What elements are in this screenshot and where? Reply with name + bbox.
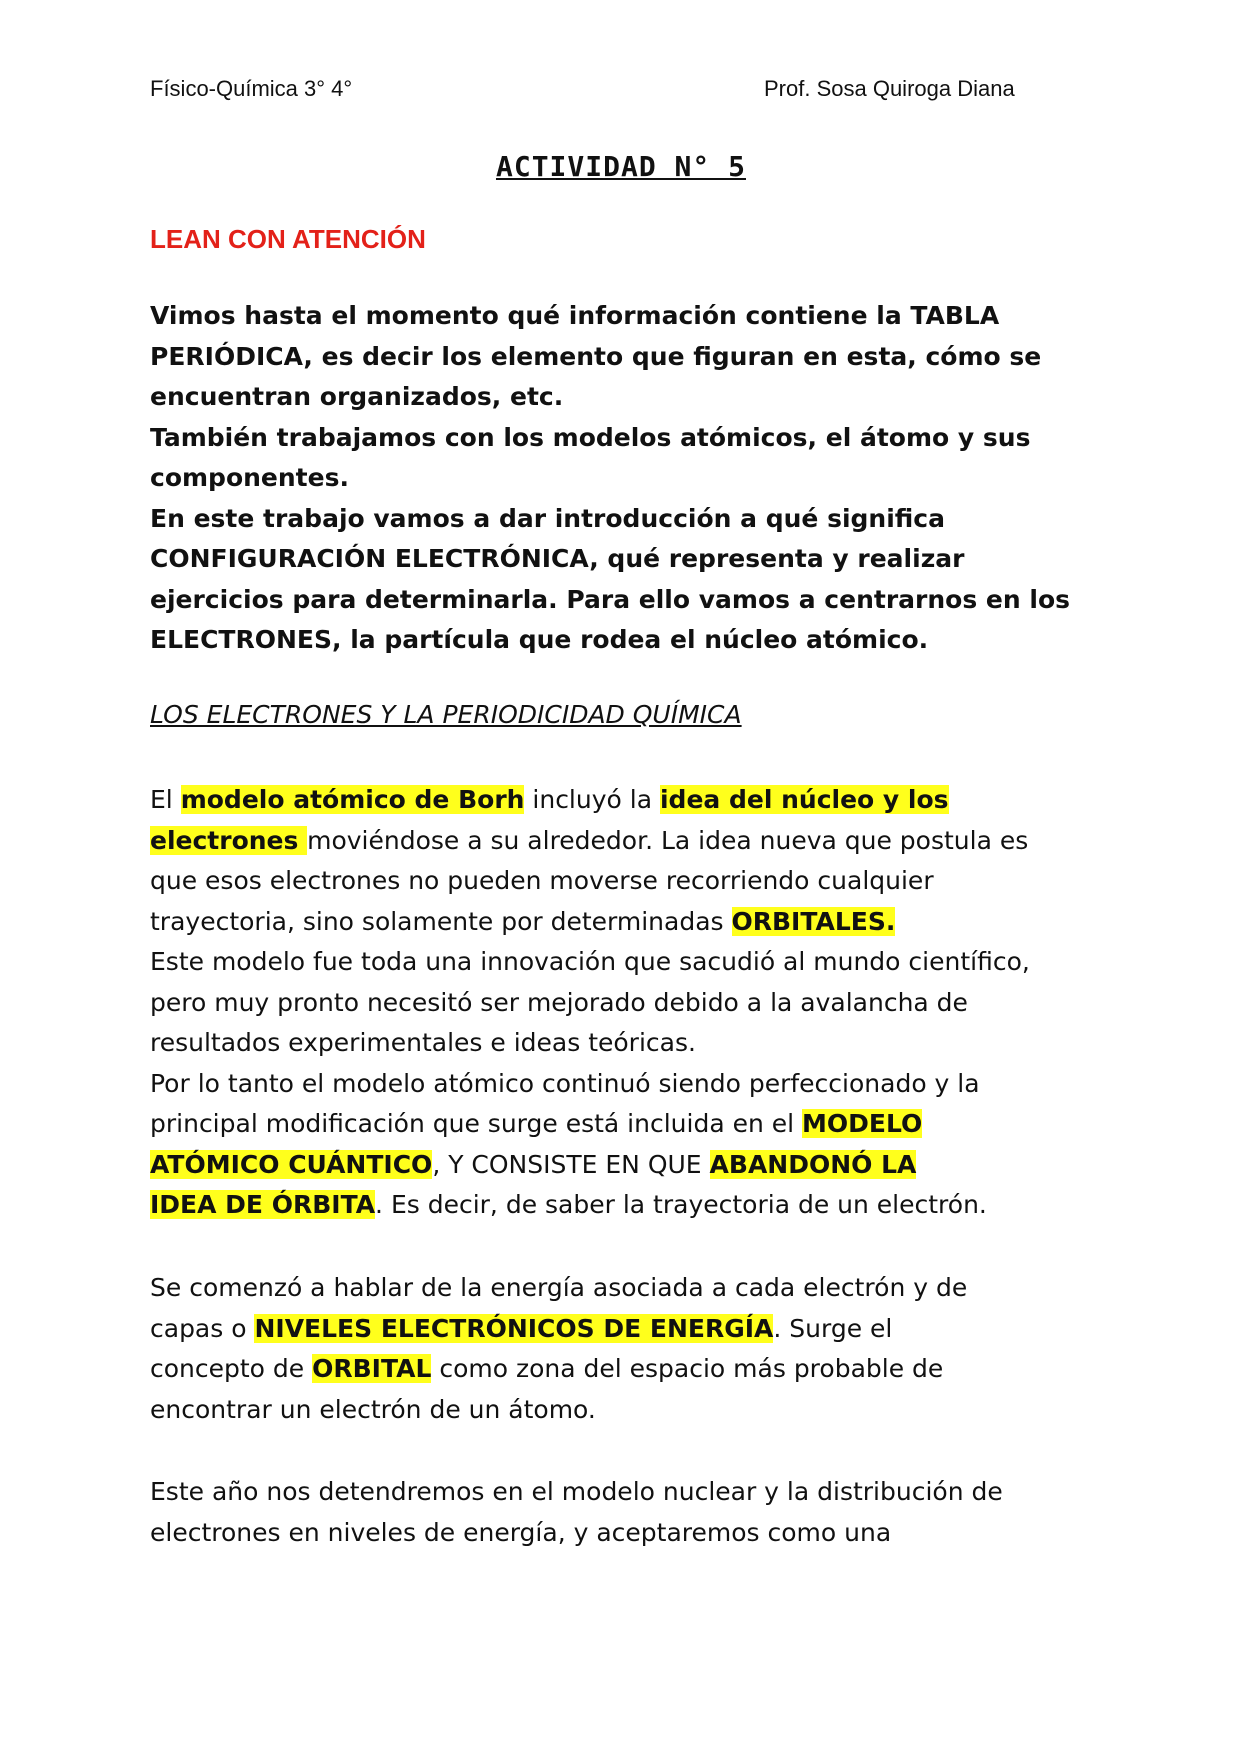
intro-line: También trabajamos con los modelos atómicos, el átomo y sus bbox=[150, 422, 1031, 452]
text-run: . Es decir, de saber la trayectoria de un electrón. bbox=[375, 1190, 987, 1219]
text-line bbox=[150, 902, 1110, 943]
highlight: idea del núcleo y los bbox=[659, 785, 949, 814]
text-line: Este modelo fue toda una innovación que sacudió al mundo científico, bbox=[150, 947, 1030, 976]
paragraph-bohr-model bbox=[150, 780, 1110, 1226]
text-line: encontrar un electrón de un átomo. bbox=[150, 1394, 596, 1424]
highlight: ATÓMICO CUÁNTICO bbox=[150, 1149, 433, 1179]
intro-line: encuentran organizados, etc. bbox=[150, 382, 564, 411]
text-line: Se comenzó a hablar de la energía asociada a cada electrón y de bbox=[150, 1273, 968, 1302]
text-line: Este año nos detendremos en el modelo nuclear y la distribución de bbox=[150, 1477, 1003, 1506]
text-line bbox=[150, 1145, 1110, 1186]
header-subject: Físico-Química 3° 4° bbox=[150, 76, 353, 101]
highlight: NIVELES ELECTRÓNICOS DE ENERGÍA bbox=[254, 1313, 774, 1343]
section-title: LOS ELECTRONES Y LA PERIODICIDAD QUÍMICA bbox=[150, 700, 742, 729]
intro-paragraph bbox=[150, 296, 1110, 661]
text-line: que esos electrones no pueden moverse recorriendo cualquier bbox=[150, 866, 934, 895]
text-line bbox=[150, 1309, 1110, 1350]
text-line bbox=[150, 821, 1110, 862]
intro-line: Vimos hasta el momento qué información contiene la TABLA bbox=[150, 301, 1000, 330]
text-line bbox=[150, 1349, 1110, 1390]
intro-line: ejercicios para determinarla. Para ello vamos a centrarnos en los bbox=[150, 584, 1070, 614]
text-run: . Surge el bbox=[773, 1313, 893, 1343]
highlight: electrones bbox=[150, 825, 308, 855]
highlight: MODELO bbox=[802, 1109, 923, 1138]
text-run: El bbox=[150, 785, 181, 814]
text-line bbox=[150, 1185, 1110, 1226]
text-run: principal modificación que surge está incluida en el bbox=[150, 1109, 803, 1138]
text-run: concepto de bbox=[150, 1354, 313, 1383]
highlight: IDEA DE ÓRBITA bbox=[150, 1190, 376, 1219]
intro-line: En este trabajo vamos a dar introducción a qué significa bbox=[150, 503, 945, 533]
header-teacher: Prof. Sosa Quiroga Diana bbox=[764, 76, 1015, 101]
intro-line: componentes. bbox=[150, 463, 349, 492]
highlight: modelo atómico de Borh bbox=[180, 785, 525, 814]
highlight: ABANDONÓ LA bbox=[709, 1149, 917, 1179]
activity-title: ACTIVIDAD N° 5 bbox=[495, 150, 746, 183]
highlight: ORBITALES. bbox=[731, 906, 896, 936]
text-run: incluyó la bbox=[524, 785, 660, 814]
text-line: Por lo tanto el modelo atómico continuó siendo perfeccionado y la bbox=[150, 1068, 980, 1098]
intro-line: PERIÓDICA, es decir los elemento que figuran en esta, cómo se bbox=[150, 341, 1042, 371]
paragraph-nuclear-model bbox=[150, 1472, 1110, 1553]
text-run: como zona del espacio más probable de bbox=[431, 1354, 944, 1383]
text-line: pero muy pronto necesitó ser mejorado debido a la avalancha de bbox=[150, 987, 968, 1017]
intro-line: ELECTRONES, la partícula que rodea el núcleo atómico. bbox=[150, 625, 929, 654]
text-line bbox=[150, 780, 1110, 821]
text-run: moviéndose a su alrededor. La idea nueva que postula es bbox=[307, 825, 1029, 855]
highlight: ORBITAL bbox=[312, 1354, 432, 1383]
text-run: , Y CONSISTE EN QUE bbox=[432, 1149, 710, 1179]
text-line: electrones en niveles de energía, y aceptaremos como una bbox=[150, 1517, 892, 1547]
instruction-heading: LEAN CON ATENCIÓN bbox=[150, 224, 426, 254]
intro-line: CONFIGURACIÓN ELECTRÓNICA, qué representa y realizar bbox=[150, 544, 965, 573]
text-run: capas o bbox=[150, 1313, 255, 1343]
text-line bbox=[150, 1104, 1110, 1145]
paragraph-energy-levels bbox=[150, 1268, 1110, 1430]
text-line: resultados experimentales e ideas teóricas. bbox=[150, 1028, 696, 1057]
text-run: trayectoria, sino solamente por determinadas bbox=[150, 906, 732, 936]
